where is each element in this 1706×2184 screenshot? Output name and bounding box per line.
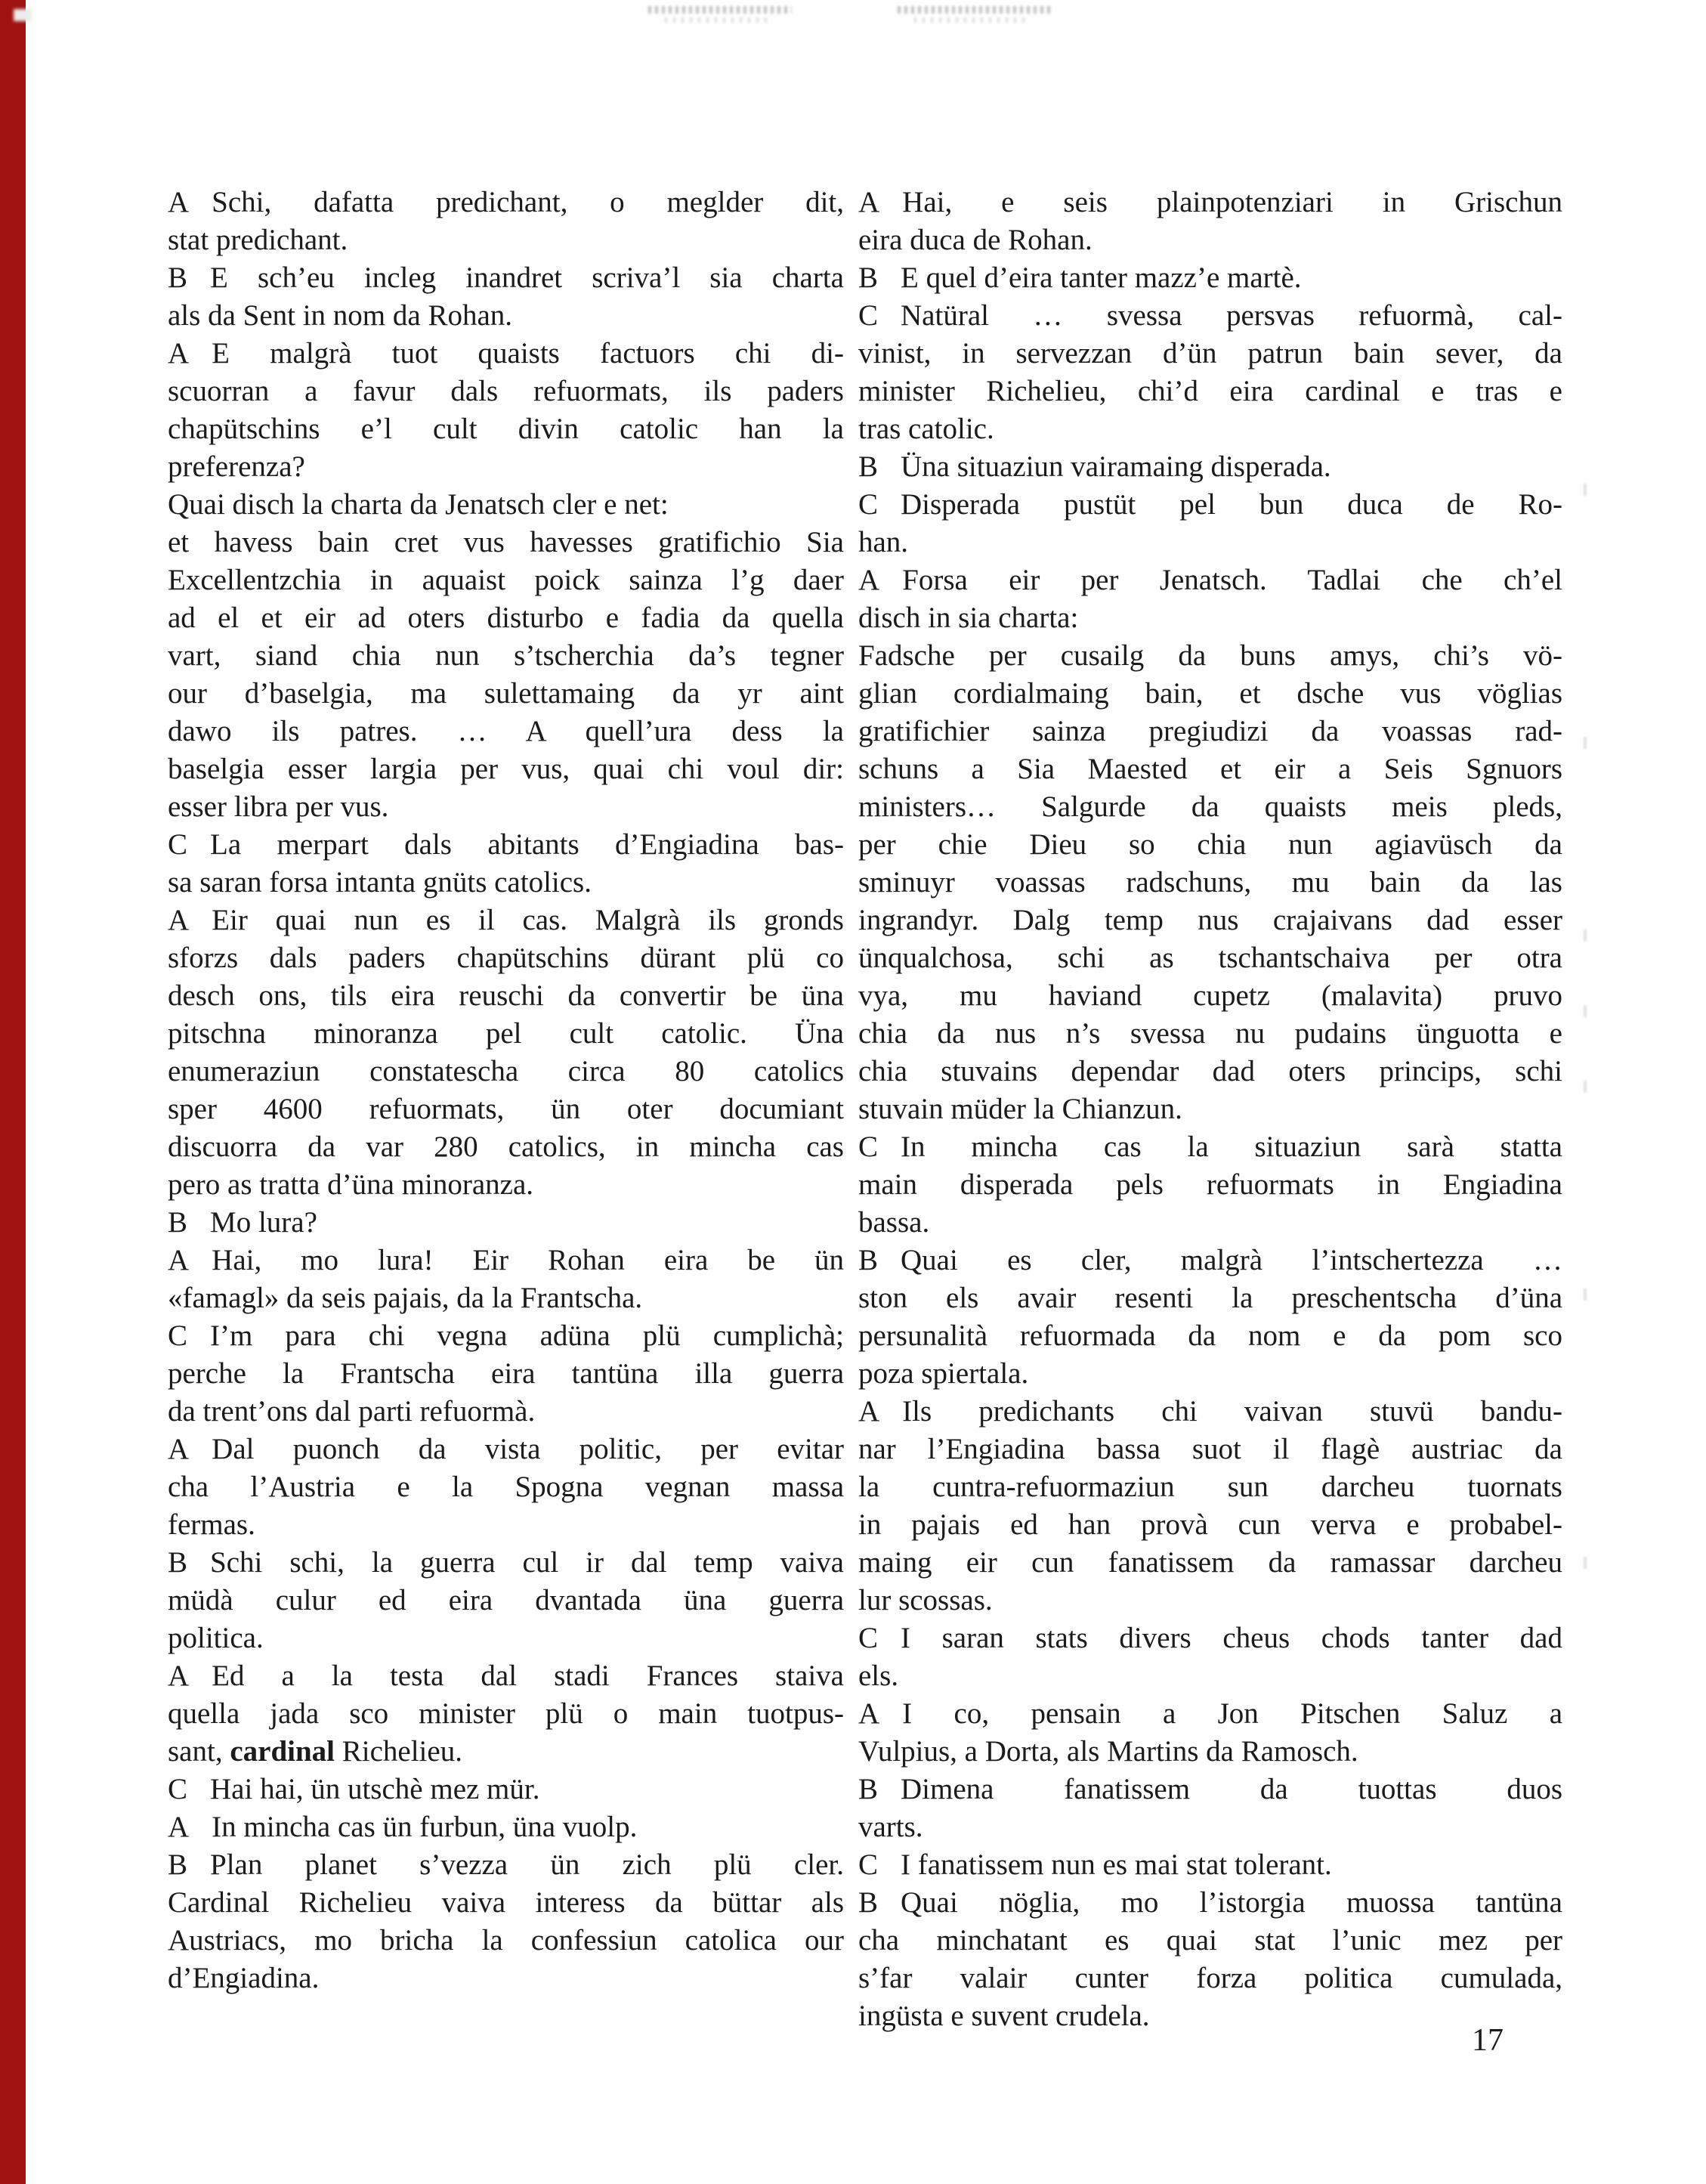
speaker-label: A <box>858 564 880 596</box>
text-line: preferenza? <box>168 450 305 483</box>
speaker-label: A <box>168 337 190 370</box>
scan-smudge-row <box>665 17 769 23</box>
scan-smudge-row <box>914 17 1030 23</box>
speaker-label: B <box>168 1206 188 1239</box>
text-line: els. <box>858 1660 899 1692</box>
text-line: ünqualchosa, schi as tschantschaiva per otra <box>858 942 1562 974</box>
text-line: lur scossas. <box>858 1584 993 1616</box>
text-line: stat predichant. <box>168 224 348 256</box>
dialogue-paragraph <box>858 1393 1562 1619</box>
text-line: pero as tratta d’üna minoranza. <box>168 1168 534 1201</box>
speaker-label: A <box>858 186 880 218</box>
text-line: vart, siand chia nun s’tscherchia da’s tegner <box>168 639 844 672</box>
text-line: scuorran a favur dals refuormats, ils paders <box>168 375 844 407</box>
text-line: A Hai, e seis plainpotenziari in Grischun <box>858 184 1562 221</box>
text-line: vya, mu haviand cupetz (malavita) pruvo <box>858 979 1562 1012</box>
text-line: our d’baselgia, ma sulettamaing da yr aint <box>168 677 844 710</box>
speaker-label: C <box>858 299 879 332</box>
text-line: B E sch’eu incleg inandret scriva’l sia charta <box>168 259 844 297</box>
text-line: B Schi schi, la guerra cul ir dal temp vaiva <box>168 1544 844 1582</box>
dialogue-paragraph <box>858 297 1562 448</box>
text-line: C I saran stats divers cheus chods tanter dad <box>858 1619 1562 1657</box>
scan-smudge <box>898 6 1052 23</box>
scan-speck <box>1584 1081 1587 1093</box>
text-line: cha l’Austria e la Spogna vegnan massa <box>168 1471 844 1503</box>
text-line: gratifichier sainza pregiudizi da voassas rad- <box>858 715 1562 747</box>
speaker-label: B <box>168 1848 188 1881</box>
book-edge-stripe <box>0 0 26 2184</box>
text-line: sant, cardinal Richelieu. <box>168 1735 462 1768</box>
scan-corner-mark <box>14 9 32 21</box>
dialogue-paragraph <box>858 1771 1562 1846</box>
speaker-label: A <box>168 1433 190 1465</box>
speaker-label: B <box>858 1886 879 1919</box>
text-line: baselgia esser largia per vus, quai chi voul dir: <box>168 753 844 785</box>
speaker-label: B <box>858 1244 879 1276</box>
text-line: politica. <box>168 1622 264 1654</box>
text-line: chapütschins e’l cult divin catolic han la <box>168 413 844 445</box>
text-line: la cuntra-refuormaziun sun darcheu tuornats <box>858 1471 1562 1503</box>
text-line: A I co, pensain a Jon Pitschen Saluz a <box>858 1695 1562 1733</box>
text-line: C I’m para chi vegna adüna plü cumplichà; <box>168 1317 844 1355</box>
speaker-label: A <box>168 1244 190 1276</box>
text-line: A Ed a la testa dal stadi Frances staiva <box>168 1657 844 1695</box>
dialogue-paragraph <box>858 561 1562 637</box>
text-line: als da Sent in nom da Rohan. <box>168 299 513 332</box>
text-line: et havess bain cret vus havesses gratifichio Sia <box>168 526 844 558</box>
speaker-label: A <box>858 1697 880 1730</box>
text-line: discuorra da var 280 catolics, in mincha cas <box>168 1131 844 1163</box>
text-line: minister Richelieu, chi’d eira cardinal e tras e <box>858 375 1562 407</box>
text-line: C In mincha cas la situaziun sarà statta <box>858 1128 1562 1166</box>
speaker-label: A <box>168 1660 190 1692</box>
text-line: dawo ils patres. … A quell’ura dess la <box>168 715 844 747</box>
text-column-right <box>858 184 1562 2035</box>
text-line: A Ils predichants chi vaivan stuvü bandu- <box>858 1393 1562 1431</box>
text-line: A Eir quai nun es il cas. Malgrà ils gronds <box>168 902 844 939</box>
text-line: sper 4600 refuormats, ün oter documiant <box>168 1093 844 1125</box>
text-line: da trent’ons dal parti refuormà. <box>168 1395 536 1428</box>
dialogue-paragraph <box>858 184 1562 259</box>
text-line: vinist, in servezzan d’ün patrun bain sever, da <box>858 337 1562 370</box>
bold-text: cardinal <box>230 1735 335 1768</box>
speaker-label: B <box>168 261 188 294</box>
speaker-label: C <box>168 1319 188 1352</box>
dialogue-paragraph <box>858 486 1562 561</box>
dialogue-paragraph <box>168 826 844 902</box>
dialogue-paragraph <box>168 335 844 486</box>
dialogue-paragraph <box>168 1544 844 1657</box>
text-line: B Plan planet s’vezza ün zich plü cler. <box>168 1846 844 1884</box>
text-column-left <box>168 184 844 1997</box>
text-line: quella jada sco minister plü o main tuotpus- <box>168 1697 844 1730</box>
scan-smudge <box>648 6 792 23</box>
dialogue-paragraph <box>168 1204 844 1242</box>
page-number: 17 <box>1472 2023 1504 2058</box>
dialogue-paragraph <box>168 1846 844 1997</box>
scan-speck <box>1584 484 1587 496</box>
text-line: B Mo lura? <box>168 1204 844 1242</box>
text-line: chia stuvains dependar dad oters princips, schi <box>858 1055 1562 1087</box>
text-line: s’far valair cunter forza politica cumulada, <box>858 1962 1562 1994</box>
text-line: d’Engiadina. <box>168 1962 320 1994</box>
text-line: main disperada pels refuormats in Engiadina <box>858 1168 1562 1201</box>
dialogue-paragraph <box>858 1846 1562 1884</box>
dialogue-paragraph <box>168 1808 844 1846</box>
text-line: ingrandyr. Dalg temp nus crajaivans dad esser <box>858 904 1562 936</box>
text-line: B Quai nöglia, mo l’istorgia muossa tantüna <box>858 1884 1562 1922</box>
dialogue-paragraph <box>858 448 1562 486</box>
speaker-label: B <box>858 261 879 294</box>
text-line: A In mincha cas ün furbun, üna vuolp. <box>168 1808 844 1846</box>
dialogue-paragraph <box>858 1884 1562 2035</box>
text-line: poza spiertala. <box>858 1357 1029 1390</box>
text-line: in pajais ed han provà cun verva e probabel- <box>858 1508 1562 1541</box>
text-line: per chie Dieu so chia nun agiavüsch da <box>858 828 1562 861</box>
text-line: sa saran forsa intanta gnüts catolics. <box>168 866 592 899</box>
text-line: disch in sia charta: <box>858 602 1079 634</box>
text-line: maing eir cun fanatissem da ramassar darcheu <box>858 1546 1562 1579</box>
text-line: sminuyr voassas radschuns, mu bain da las <box>858 866 1562 899</box>
text-line: ad el et eir ad oters disturbo e fadia da quella <box>168 602 844 634</box>
text-line: C Hai hai, ün utschè mez mür. <box>168 1771 844 1808</box>
text-line: C I fanatissem nun es mai stat tolerant. <box>858 1846 1562 1884</box>
dialogue-paragraph <box>168 524 844 826</box>
dialogue-paragraph <box>858 259 1562 297</box>
dialogue-paragraph <box>168 902 844 1204</box>
speaker-label: C <box>858 1131 879 1163</box>
speaker-label: C <box>858 1848 879 1881</box>
speaker-label: A <box>858 1395 880 1428</box>
text-line: Cardinal Richelieu vaiva interess da büttar als <box>168 1886 844 1919</box>
dialogue-paragraph <box>168 259 844 335</box>
text-line: Excellentzchia in aquaist poick sainza l’g daer <box>168 564 844 596</box>
scan-smudge-row <box>898 6 1052 14</box>
text-line: C Natüral … svessa persvas refuormà, cal- <box>858 297 1562 335</box>
dialogue-paragraph <box>858 1619 1562 1695</box>
text-line: C La merpart dals abitants d’Engiadina bas- <box>168 826 844 864</box>
text-line: bassa. <box>858 1206 930 1239</box>
text-line: B Dimena fanatissem da tuottas duos <box>858 1771 1562 1808</box>
text-line: A E malgrà tuot quaists factuors chi di- <box>168 335 844 373</box>
text-line: cha minchatant es quai stat l’unic mez per <box>858 1924 1562 1957</box>
scan-speck <box>1584 737 1587 749</box>
speaker-label: C <box>858 488 879 521</box>
scan-speck <box>1584 930 1587 942</box>
text-line: stuvain müder la Chianzun. <box>858 1093 1182 1125</box>
text-line: B Quai es cler, malgrà l’intschertezza … <box>858 1242 1562 1279</box>
dialogue-paragraph <box>858 637 1562 1128</box>
text-line: persunalità refuormada da nom e da pom sco <box>858 1319 1562 1352</box>
text-line: nar l’Engiadina bassa suot il flagè austriac da <box>858 1433 1562 1465</box>
dialogue-paragraph <box>168 486 844 524</box>
text-line: ingüsta e suvent crudela. <box>858 2000 1150 2032</box>
speaker-label: B <box>858 450 879 483</box>
text-line: varts. <box>858 1811 923 1843</box>
text-line: schuns a Sia Maested et eir a Seis Sgnuors <box>858 753 1562 785</box>
text-line: chia da nus n’s svessa nu pudains ünguotta e <box>858 1017 1562 1050</box>
speaker-label: A <box>168 1811 190 1843</box>
speaker-label: C <box>168 1773 188 1805</box>
text-line: esser libra per vus. <box>168 790 389 823</box>
speaker-label: C <box>168 828 188 861</box>
text-line: eira duca de Rohan. <box>858 224 1093 256</box>
scan-speck <box>1584 1557 1587 1569</box>
speaker-label: B <box>858 1773 879 1805</box>
speaker-label: A <box>168 904 190 936</box>
text-line: A Forsa eir per Jenatsch. Tadlai che ch’el <box>858 561 1562 599</box>
scan-speck <box>1584 1288 1587 1301</box>
text-line: A Schi, dafatta predichant, o meglder dit, <box>168 184 844 221</box>
speaker-label: B <box>168 1546 188 1579</box>
text-line: A Hai, mo lura! Eir Rohan eira be ün <box>168 1242 844 1279</box>
dialogue-paragraph <box>168 1431 844 1544</box>
text-line: C Disperada pustüt pel bun duca de Ro- <box>858 486 1562 524</box>
text-line: B Üna situaziun vairamaing disperada. <box>858 448 1562 486</box>
dialogue-paragraph <box>858 1128 1562 1242</box>
text-line: glian cordialmaing bain, et dsche vus vöglias <box>858 677 1562 710</box>
scan-smudge-row <box>648 6 792 14</box>
text-line: fermas. <box>168 1508 255 1541</box>
dialogue-paragraph <box>858 1695 1562 1771</box>
text-line: tras catolic. <box>858 413 994 445</box>
dialogue-paragraph <box>168 1771 844 1808</box>
text-line: sforzs dals paders chapütschins dürant plü co <box>168 942 844 974</box>
dialogue-paragraph <box>168 1317 844 1431</box>
text-line: müdà culur ed eira dvantada üna guerra <box>168 1584 844 1616</box>
speaker-label: C <box>858 1622 879 1654</box>
text-line: enumeraziun constatescha circa 80 catolics <box>168 1055 844 1087</box>
dialogue-paragraph <box>168 1242 844 1317</box>
text-line: Austriacs, mo bricha la confessiun catolica our <box>168 1924 844 1957</box>
text-line: «famagl» da seis pajais, da la Frantscha. <box>168 1282 643 1314</box>
dialogue-paragraph <box>168 1657 844 1771</box>
dialogue-paragraph <box>168 184 844 259</box>
text-line: desch ons, tils eira reuschi da convertir be üna <box>168 979 844 1012</box>
text-line: han. <box>858 526 909 558</box>
text-line: ministers… Salgurde da quaists meis pleds, <box>858 790 1562 823</box>
text-line: Vulpius, a Dorta, als Martins da Ramosch. <box>858 1735 1358 1768</box>
text-line: B E quel d’eira tanter mazz’e martè. <box>858 259 1562 297</box>
text-line: Quai disch la charta da Jenatsch cler e net: <box>168 488 669 521</box>
speaker-label: A <box>168 186 190 218</box>
text-line: ston els avair resenti la preschentscha d’üna <box>858 1282 1562 1314</box>
text-line: pitschna minoranza pel cult catolic. Üna <box>168 1017 844 1050</box>
scan-speck <box>1584 1005 1587 1017</box>
dialogue-paragraph <box>858 1242 1562 1393</box>
text-line: perche la Frantscha eira tantüna illa guerra <box>168 1357 844 1390</box>
text-line: Fadsche per cusailg da buns amys, chi’s vö- <box>858 639 1562 672</box>
text-line: A Dal puonch da vista politic, per evitar <box>168 1431 844 1468</box>
